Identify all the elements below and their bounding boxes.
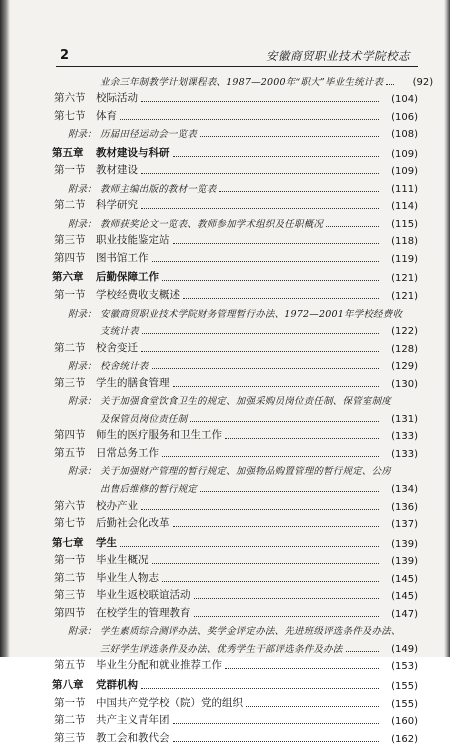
toc-entry-prefix: 第三节 — [54, 731, 86, 744]
toc-page-ref: (114) — [391, 201, 418, 213]
toc-section-row — [52, 655, 418, 673]
toc-section-row — [52, 495, 418, 513]
toc-entry-prefix: 第一节 — [54, 554, 86, 567]
toc-entry-title: 学生 — [96, 536, 117, 549]
toc-entry-prefix: 第四节 — [54, 251, 86, 264]
toc-entry-prefix: 第六章 — [52, 271, 84, 284]
toc-entry-prefix: 附录： — [68, 361, 97, 373]
toc-entry-title: 三好学生评选条件及办法、优秀学生干部评选条件及办法 — [100, 643, 343, 655]
dot-leader — [173, 741, 380, 742]
toc-page-ref: (122) — [391, 326, 418, 338]
toc-section-row — [52, 585, 418, 603]
dot-leader — [246, 706, 379, 707]
toc-chapter-row — [52, 140, 418, 160]
dot-leader — [141, 351, 379, 352]
toc-page-ref: (155) — [391, 680, 418, 692]
dot-leader — [141, 208, 379, 209]
toc-entry-title: 中国共产党学校（院）党的组织 — [96, 696, 243, 709]
toc-entry-title: 安徽商贸职业技术学院财务管理暂行办法、1972—2001年学校经费收 — [100, 308, 403, 320]
toc-section-row — [52, 195, 418, 213]
toc-entry-title: 校舍变迁 — [96, 341, 138, 354]
toc-page-ref: (149) — [391, 643, 418, 655]
toc-entry-title: 学校经费收支概述 — [96, 289, 180, 302]
toc-entry-prefix: 第二节 — [54, 714, 86, 727]
toc-section-row — [52, 105, 418, 123]
dot-leader — [152, 261, 380, 262]
toc-entry-prefix: 附录： — [68, 183, 97, 195]
toc-chapter-row — [52, 265, 418, 285]
dot-leader — [173, 243, 380, 244]
toc-page-ref: (121) — [391, 291, 418, 303]
toc-page-ref: (139) — [391, 538, 418, 550]
dot-leader — [200, 136, 379, 137]
toc-entry-prefix: 附录： — [68, 396, 97, 408]
toc-page-ref: (121) — [391, 273, 418, 285]
toc-section-row — [52, 88, 418, 106]
toc-entry-title: 校办产业 — [96, 499, 138, 512]
toc-appendix-row — [52, 302, 418, 320]
toc-entry-prefix: 第三节 — [54, 376, 86, 389]
toc-entry-prefix: 第二节 — [54, 199, 86, 212]
toc-entry-title: 关于加强食堂饮食卫生的规定、加强采购员岗位责任制、保管室制度 — [100, 396, 392, 408]
toc-entry-prefix: 第七节 — [54, 109, 86, 122]
toc-entry-title: 支统计表 — [100, 326, 139, 338]
toc-entry-prefix: 第五节 — [54, 446, 86, 459]
toc-appendix-row — [52, 460, 418, 478]
toc-entry-prefix: 第三节 — [54, 234, 86, 247]
toc-section-row — [52, 692, 418, 710]
toc-section-row — [52, 442, 418, 460]
toc-section-row — [52, 425, 418, 443]
dot-leader — [346, 651, 379, 652]
book-title: 安徽商贸职业技术学院校志 — [266, 49, 410, 63]
toc-entry-prefix: 第七章 — [52, 536, 84, 549]
toc-entry-title: 毕业生分配和就业推荐工作 — [96, 659, 222, 672]
toc-entry-title: 教师获奖论文一览表、教师参加学术组织及任职概况 — [100, 218, 324, 230]
toc-section-row — [52, 602, 418, 620]
scan-shadow-right — [444, 0, 450, 657]
toc-page-ref: (92) — [412, 76, 434, 88]
toc-entry-prefix: 第一节 — [54, 164, 86, 177]
dot-leader — [173, 526, 380, 527]
running-header — [56, 46, 412, 66]
dot-leader — [194, 598, 380, 599]
toc-page-ref: (133) — [391, 431, 418, 443]
toc-entry-title: 后勤保障工作 — [96, 271, 159, 284]
toc-chapter-row — [52, 530, 418, 550]
toc-entry-title: 校际活动 — [96, 92, 138, 105]
toc-section-row — [52, 513, 418, 531]
toc-entry-prefix: 附录： — [68, 626, 97, 638]
dot-leader — [120, 546, 379, 547]
toc-entry-title: 图书馆工作 — [96, 251, 149, 264]
toc-entry-prefix: 第一节 — [54, 289, 86, 302]
toc-page-ref: (145) — [391, 573, 418, 585]
toc-entry-title: 学生素质综合测评办法、奖学金评定办法、先进班级评选条件及办法、 — [100, 626, 401, 638]
toc-entry-title: 校舍统计表 — [100, 361, 149, 373]
dot-leader — [120, 119, 379, 120]
dot-leader — [194, 616, 380, 617]
toc-page-ref: (128) — [391, 343, 418, 355]
toc-entry-prefix: 附录： — [68, 308, 97, 320]
dot-leader — [152, 368, 379, 369]
toc-section-row — [52, 337, 418, 355]
dot-leader — [173, 723, 380, 724]
toc-entry-title: 在校学生的管理教育 — [96, 606, 191, 619]
toc-entry-title: 日常总务工作 — [96, 446, 159, 459]
toc-section-row — [52, 550, 418, 568]
dot-leader — [162, 456, 379, 457]
toc-entry-prefix: 第四节 — [54, 429, 86, 442]
toc-page-ref: (147) — [391, 608, 418, 620]
toc-page-ref: (160) — [391, 716, 418, 728]
toc-entry-title: 毕业生返校联谊活动 — [96, 589, 191, 602]
dot-leader — [173, 156, 380, 157]
toc-entry-prefix: 第二节 — [54, 341, 86, 354]
header-rule — [56, 66, 418, 67]
toc-page-ref: (137) — [391, 519, 418, 531]
toc-entry-prefix: 第七节 — [54, 517, 86, 530]
toc-entry-title: 教师主编出版的教材一览表 — [100, 183, 217, 195]
toc-entry-title: 业余三年制教学计划课程表、1987—2000年“职大”毕业生统计表 — [100, 76, 384, 88]
toc-entry-title: 共产主义青年团 — [96, 714, 170, 727]
dot-leader — [200, 491, 379, 492]
toc-appendix-row — [52, 390, 418, 408]
toc-entry-prefix: 第八章 — [52, 678, 84, 691]
toc-entry-prefix: 第二节 — [54, 571, 86, 584]
dot-leader — [326, 226, 379, 227]
toc-entry-prefix: 第三节 — [54, 589, 86, 602]
toc-page-ref: (111) — [391, 183, 418, 195]
toc-page-ref: (162) — [391, 733, 418, 745]
toc-entry-title: 历届田径运动会一览表 — [100, 129, 198, 141]
toc-page-ref: (131) — [391, 413, 418, 425]
toc-section-row — [52, 230, 418, 248]
toc-entry-prefix: 第四节 — [54, 606, 86, 619]
dot-leader — [219, 191, 379, 192]
toc-section-row — [52, 710, 418, 728]
toc-entry-title: 职业技能鉴定站 — [96, 234, 170, 247]
toc-section-row — [52, 727, 418, 745]
toc-page-ref: (136) — [391, 501, 418, 513]
dot-leader — [173, 386, 380, 387]
toc-entry-title: 毕业生概况 — [96, 554, 149, 567]
toc-page-ref: (106) — [391, 111, 418, 123]
toc-appendix-row — [52, 407, 418, 425]
table-of-contents — [52, 70, 434, 745]
toc-entry-prefix: 第五章 — [52, 146, 84, 159]
dot-leader — [225, 438, 379, 439]
toc-page-ref: (108) — [391, 129, 418, 141]
toc-page-ref: (155) — [391, 698, 418, 710]
toc-entry-prefix: 附录： — [68, 218, 97, 230]
toc-appendix-row — [52, 637, 418, 655]
toc-section-row — [52, 284, 418, 302]
toc-section-row — [52, 567, 418, 585]
dot-leader — [190, 421, 379, 422]
toc-appendix-row — [52, 477, 418, 495]
toc-appendix-row — [52, 177, 418, 195]
dot-leader — [152, 563, 380, 564]
dot-leader — [141, 688, 379, 689]
toc-page-ref: (104) — [391, 94, 418, 106]
toc-appendix-row — [52, 620, 418, 638]
dot-leader — [141, 509, 379, 510]
dot-leader — [142, 333, 379, 334]
toc-entry-title: 科学研究 — [96, 199, 138, 212]
toc-entry-title: 体育 — [96, 109, 117, 122]
toc-page-ref: (115) — [391, 218, 418, 230]
toc-entry-title: 后勤社会化改革 — [96, 517, 170, 530]
toc-entry-prefix: 附录： — [68, 466, 97, 478]
toc-page-ref: (129) — [391, 361, 418, 373]
toc-page-ref: (109) — [391, 166, 418, 178]
toc-entry-title: 及保管员岗位责任制 — [100, 413, 188, 425]
toc-page-ref: (130) — [391, 378, 418, 390]
toc-page-ref: (153) — [391, 661, 418, 673]
toc-entry-title: 教工会和教代会 — [96, 731, 170, 744]
dot-leader — [141, 101, 379, 102]
toc-page-ref: (133) — [391, 448, 418, 460]
toc-entry-title: 毕业生人物志 — [96, 571, 159, 584]
scan-shadow-left — [0, 0, 10, 657]
toc-page-ref: (145) — [391, 591, 418, 603]
toc-entry-title: 出售后维修的暂行规定 — [100, 484, 198, 496]
dot-leader — [162, 280, 379, 281]
toc-entry-prefix: 第六节 — [54, 499, 86, 512]
toc-entry-prefix: 第一节 — [54, 696, 86, 709]
toc-chapter-row — [52, 672, 418, 692]
toc-appendix-row — [52, 70, 434, 88]
dot-leader — [225, 668, 379, 669]
toc-entry-title: 师生的医疗服务和卫生工作 — [96, 429, 222, 442]
toc-appendix-row — [52, 212, 418, 230]
page-number: 2 — [60, 48, 70, 63]
toc-appendix-row — [52, 355, 418, 373]
toc-entry-title: 教材建设 — [96, 164, 138, 177]
dot-leader — [386, 84, 394, 85]
toc-appendix-row — [52, 123, 418, 141]
dot-leader — [162, 581, 379, 582]
dot-leader — [183, 298, 379, 299]
dot-leader — [141, 173, 379, 174]
toc-entry-title: 党群机构 — [96, 678, 138, 691]
toc-page-ref: (109) — [391, 148, 418, 160]
toc-entry-title: 教材建设与科研 — [96, 146, 170, 159]
toc-section-row — [52, 247, 418, 265]
toc-page-ref: (118) — [391, 236, 418, 248]
toc-section-row — [52, 372, 418, 390]
toc-appendix-row — [52, 320, 418, 338]
toc-entry-prefix: 第五节 — [54, 659, 86, 672]
toc-entry-title: 关于加强财产管理的暂行规定、加强物品购置管理的暂行规定、公房 — [100, 466, 392, 478]
toc-page-ref: (119) — [391, 253, 418, 265]
toc-entry-prefix: 第六节 — [54, 92, 86, 105]
toc-entry-title: 学生的膳食管理 — [96, 376, 170, 389]
toc-page-ref: (134) — [391, 484, 418, 496]
toc-entry-prefix: 附录： — [68, 129, 97, 141]
toc-page-ref: (139) — [391, 556, 418, 568]
toc-section-row — [52, 160, 418, 178]
